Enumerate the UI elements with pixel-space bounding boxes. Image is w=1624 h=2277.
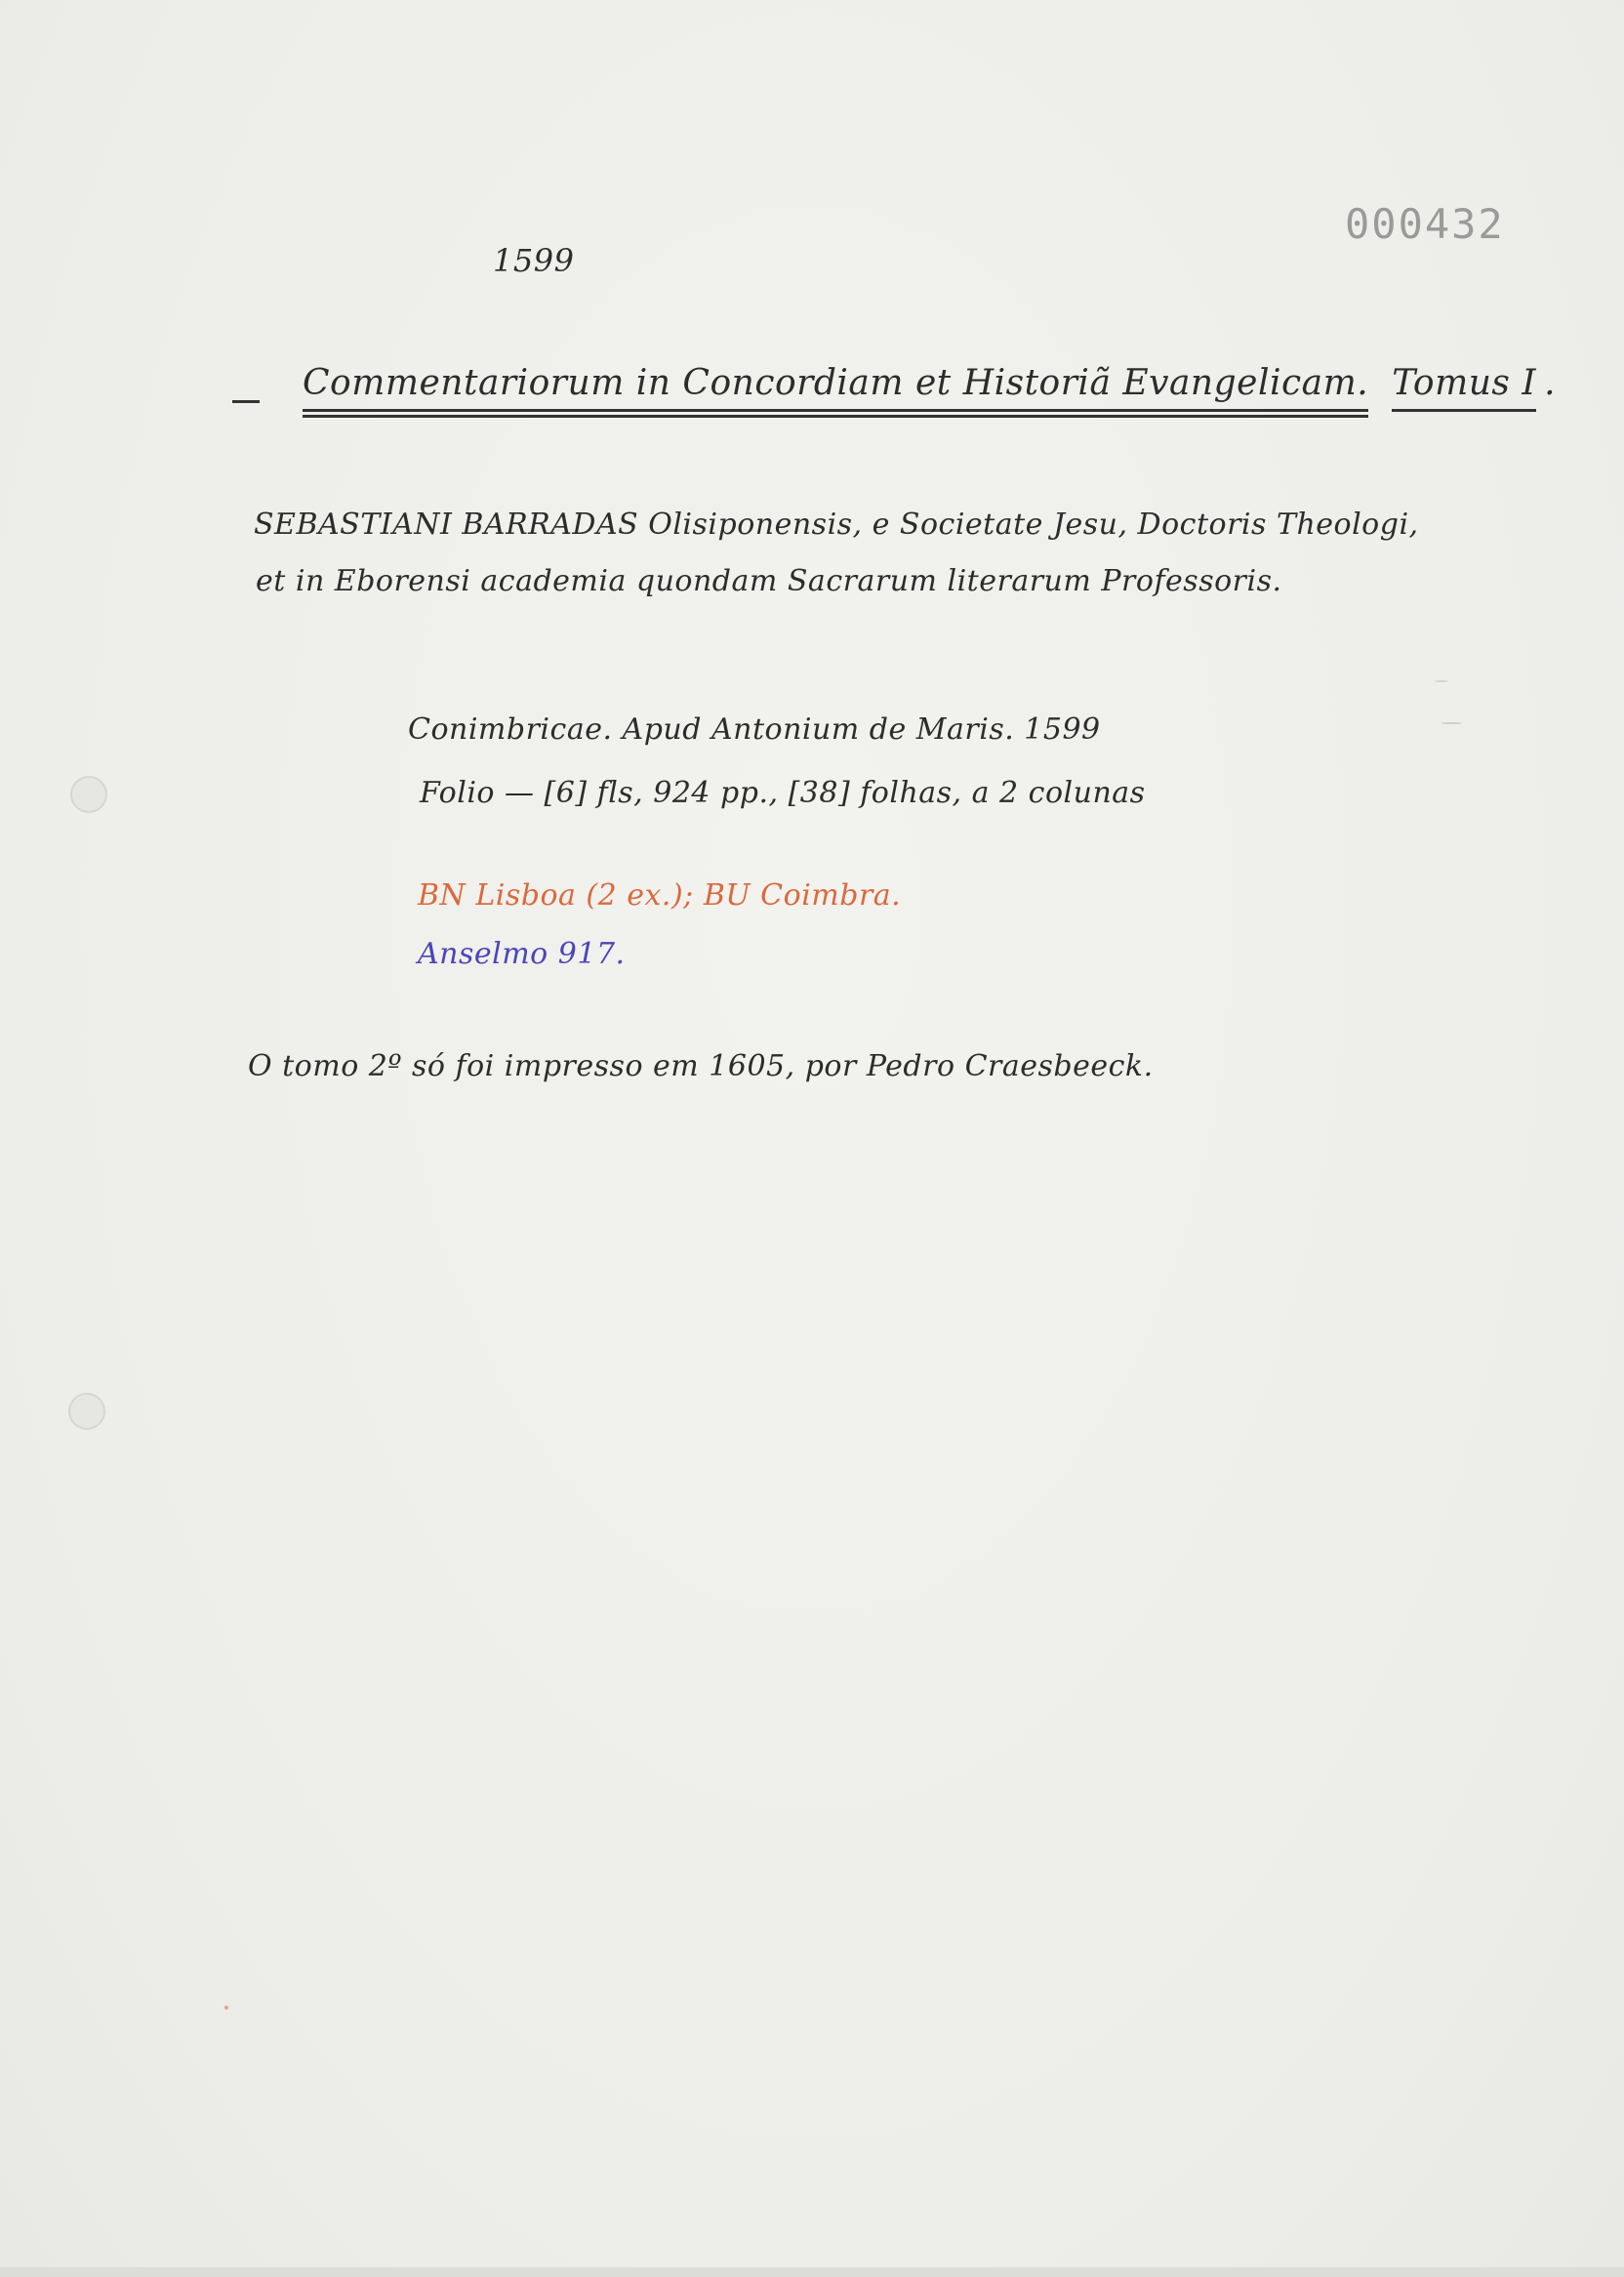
bibliographic-reference: Anselmo 917. xyxy=(418,937,626,971)
book-title: Commentariorum in Concordiam et Historiã Evangelicam. xyxy=(303,363,1368,412)
punch-hole-upper xyxy=(70,776,107,813)
author-line-2: et in Eborensi academia quondam Sacrarum literarum Professoris. xyxy=(256,564,1282,598)
paper-mark xyxy=(1441,722,1462,724)
library-holdings: BN Lisboa (2 ex.); BU Coimbra. xyxy=(418,878,902,913)
imprint-line: Conimbricae. Apud Antonium de Maris. 1599 xyxy=(408,712,1101,747)
paper-mark xyxy=(224,2006,228,2010)
punch-hole-lower xyxy=(68,1393,105,1430)
inventory-stamp-number: 000432 xyxy=(1345,200,1505,248)
collation-line: Folio — [6] fls, 924 pp., [38] folhas, a 2 colunas xyxy=(420,776,1146,810)
entry-year: 1599 xyxy=(493,242,575,279)
sheet-bottom-edge xyxy=(0,2267,1624,2277)
author-line-1: SEBASTIANI BARRADAS Olisiponensis, e Societate Jesu, Doctoris Theologi, xyxy=(254,508,1419,542)
entry-dash xyxy=(232,400,260,403)
title-period: . xyxy=(1544,363,1557,403)
book-title-line xyxy=(303,363,1556,412)
volume-note: O tomo 2º só foi impresso em 1605, por Pedro Craesbeeck. xyxy=(248,1049,1154,1083)
paper-mark xyxy=(1435,680,1448,682)
book-volume: Tomus I xyxy=(1392,363,1536,412)
